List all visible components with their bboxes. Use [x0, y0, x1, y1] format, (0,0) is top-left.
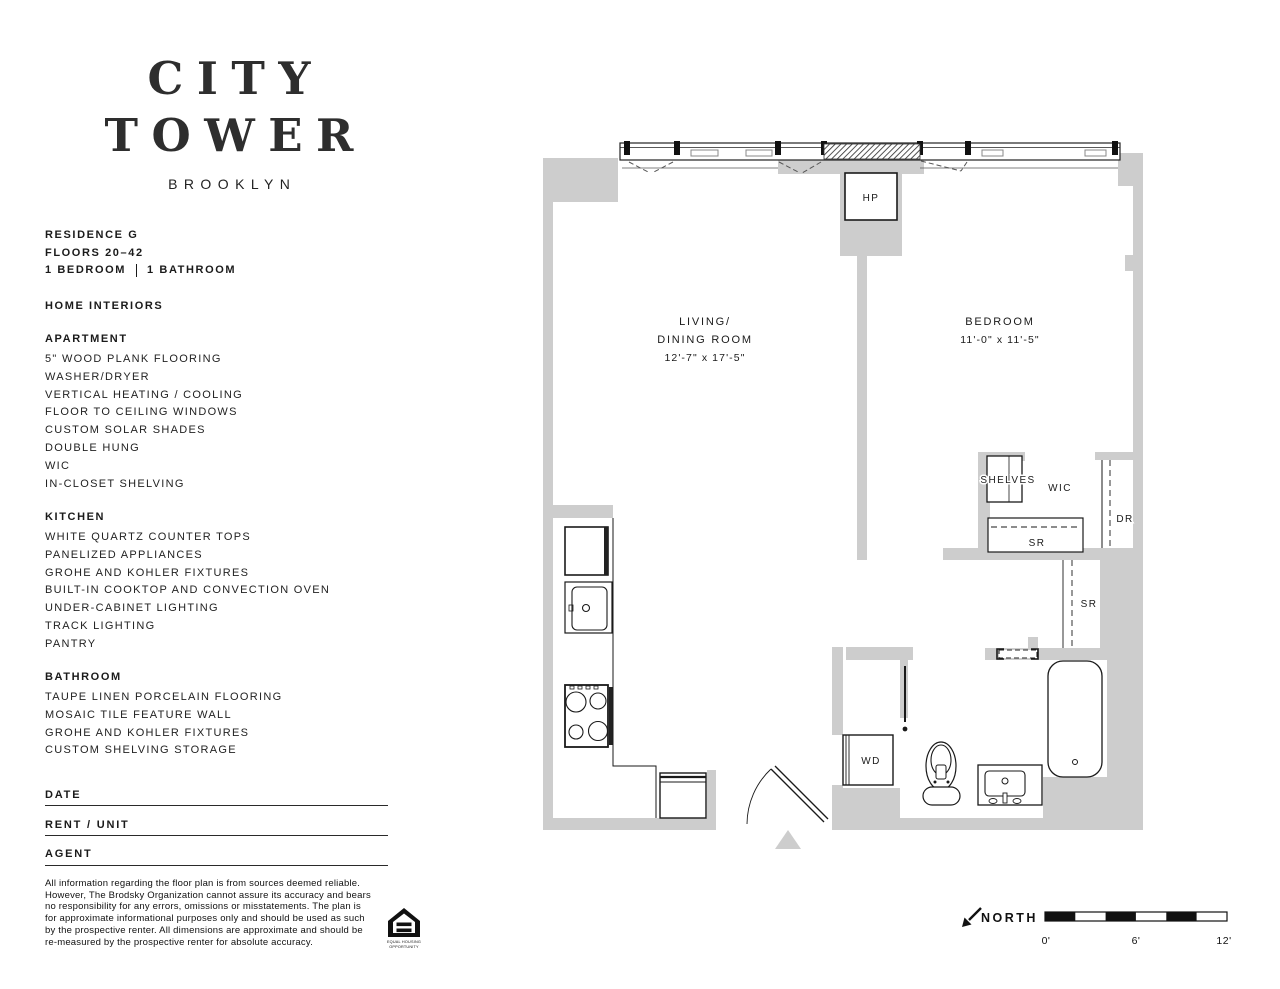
brand-city: BROOKLYN	[168, 176, 297, 192]
hall-closet	[1063, 560, 1097, 648]
walk-in-closet	[980, 456, 1083, 552]
pocket-door	[997, 649, 1038, 659]
list-item: BUILT-IN COOKTOP AND CONVECTION OVEN	[45, 584, 331, 597]
living-room-label: LIVING/	[679, 316, 731, 328]
brand-logo	[88, 50, 370, 192]
agent-fill-line	[45, 865, 388, 866]
living-bedroom-wall	[857, 250, 867, 560]
apartment-section	[45, 333, 475, 493]
eho-caption-line1: EQUAL HOUSING	[386, 940, 422, 944]
living-room-dimensions: 12'-7" x 17'-5"	[664, 352, 746, 364]
wall	[543, 818, 716, 830]
louver-hatch	[824, 144, 920, 159]
list-item: TAUPE LINEN PORCELAIN FLOORING	[45, 691, 283, 703]
kitchen-heading: KITCHEN	[45, 511, 106, 523]
bathtub	[1048, 661, 1102, 777]
disclaimer	[45, 878, 380, 948]
wall	[1118, 153, 1143, 186]
kitchen-wall	[543, 505, 613, 518]
scale-tick-0: 0'	[1041, 935, 1051, 947]
list-item: CUSTOM SHELVING STORAGE	[45, 744, 237, 757]
disclaimer-line: However, The Brodsky Organization cannot assure its accuracy and bears	[45, 889, 371, 901]
list-item: WHITE QUARTZ COUNTER TOPS	[45, 531, 252, 543]
list-item: PANTRY	[45, 637, 97, 650]
wall	[832, 788, 900, 830]
bathroom-heading: BATHROOM	[45, 671, 122, 683]
list-item: MOSAIC TILE FEATURE WALL	[45, 708, 232, 721]
residence-bedrooms: 1 BEDROOM	[45, 264, 127, 276]
shelf-rod-label: SR	[1028, 538, 1046, 549]
list-item: GROHE AND KOHLER FIXTURES	[45, 566, 250, 579]
list-item: CUSTOM SOLAR SHADES	[45, 424, 206, 437]
list-item: VERTICAL HEATING / COOLING	[45, 388, 244, 401]
living-room-label2: DINING ROOM	[657, 334, 753, 346]
wic-label: WIC	[1048, 483, 1072, 494]
disclaimer-line: All information regarding the floor plan is from sources deemed reliable.	[45, 878, 361, 889]
north-label: NORTH	[981, 911, 1038, 925]
kitchen-section	[45, 511, 475, 654]
oven	[660, 773, 706, 818]
wall	[832, 647, 843, 735]
counter-edge	[609, 687, 613, 745]
wall	[885, 818, 1143, 830]
residence-floors: FLOORS 20–42	[45, 246, 144, 259]
list-item: UNDER-CABINET LIGHTING	[45, 602, 219, 615]
wall	[1125, 255, 1133, 271]
counter-outline	[613, 518, 656, 818]
brand-name-line2: TOWER	[104, 109, 367, 162]
bathroom-section	[45, 671, 475, 760]
kitchen	[565, 518, 706, 818]
hp-closet	[845, 173, 897, 220]
wd-label: WD	[861, 756, 881, 767]
config-divider	[136, 264, 137, 277]
kitchen-sink	[565, 582, 612, 633]
list-item: PANELIZED APPLIANCES	[45, 548, 203, 561]
shelves-label: SHELVES	[980, 475, 1036, 486]
wall	[1133, 183, 1143, 560]
equal-housing-opportunity-icon	[386, 907, 422, 951]
rent-unit-fill-line	[45, 835, 388, 836]
home-interiors-heading: HOME INTERIORS	[45, 300, 164, 312]
cooktop	[565, 685, 608, 747]
compass	[962, 908, 1038, 927]
eho-caption-line2: OPPORTUNITY	[389, 945, 419, 949]
wall	[543, 158, 553, 830]
list-item: WIC	[45, 459, 71, 472]
list-item: IN-CLOSET SHELVING	[45, 477, 185, 490]
wall	[1043, 777, 1107, 818]
bathroom-sink	[978, 765, 1042, 805]
residence-bathrooms: 1 BATHROOM	[147, 264, 237, 276]
date-fill-line	[45, 805, 388, 806]
bedroom-dimensions: 11'-0" x 11'-5"	[960, 334, 1040, 346]
entry-marker	[775, 830, 801, 849]
toilet	[923, 742, 960, 805]
disclaimer-line: re-measured by the prospective renter for absolute accuracy.	[45, 936, 313, 948]
disclaimer-line: no responsibility for any errors, omissions or misstatements. The plan is	[45, 901, 361, 913]
hp-label: HP	[862, 193, 880, 204]
brand-name-line1: CITY	[147, 52, 324, 105]
wall	[707, 770, 716, 818]
apartment-heading: APARTMENT	[45, 333, 128, 345]
rent-unit-label: RENT / UNIT	[45, 819, 130, 831]
scale-bar	[1042, 912, 1232, 947]
list-item: WASHER/DRYER	[45, 370, 150, 383]
wall	[1107, 648, 1143, 818]
wall	[1100, 560, 1143, 648]
wall	[543, 158, 618, 202]
dr-wall	[1095, 452, 1143, 460]
dr-label: DR	[1116, 514, 1134, 525]
refrigerator	[565, 527, 608, 575]
list-item: FLOOR TO CEILING WINDOWS	[45, 406, 238, 419]
list-item: 5" WOOD PLANK FLOORING	[45, 353, 222, 365]
disclaimer-line: by the prospective renter. All dimensions are approximate and should be	[45, 924, 363, 936]
list-item: DOUBLE HUNG	[45, 441, 140, 454]
agent-label: AGENT	[45, 848, 93, 860]
scale-tick-6: 6'	[1131, 935, 1141, 947]
residence-config	[45, 262, 475, 280]
dresser-closet	[1102, 460, 1134, 548]
bathroom-wall	[846, 647, 913, 660]
disclaimer-line: for approximate informational purposes only and should be used as such	[45, 913, 365, 925]
bedroom-label: BEDROOM	[965, 316, 1035, 328]
floor-plan	[520, 130, 1260, 970]
entry-door	[747, 766, 828, 824]
list-item: TRACK LIGHTING	[45, 619, 156, 632]
sr-hall-label: SR	[1080, 599, 1098, 610]
residence-block	[45, 227, 475, 280]
washer-dryer	[843, 735, 893, 785]
date-label: DATE	[45, 789, 82, 801]
residence-title: RESIDENCE G	[45, 229, 139, 241]
scale-tick-12: 12'	[1216, 935, 1232, 947]
refrigerator-door-edge	[604, 527, 608, 575]
list-item: GROHE AND KOHLER FIXTURES	[45, 726, 250, 739]
wall	[1028, 637, 1038, 648]
